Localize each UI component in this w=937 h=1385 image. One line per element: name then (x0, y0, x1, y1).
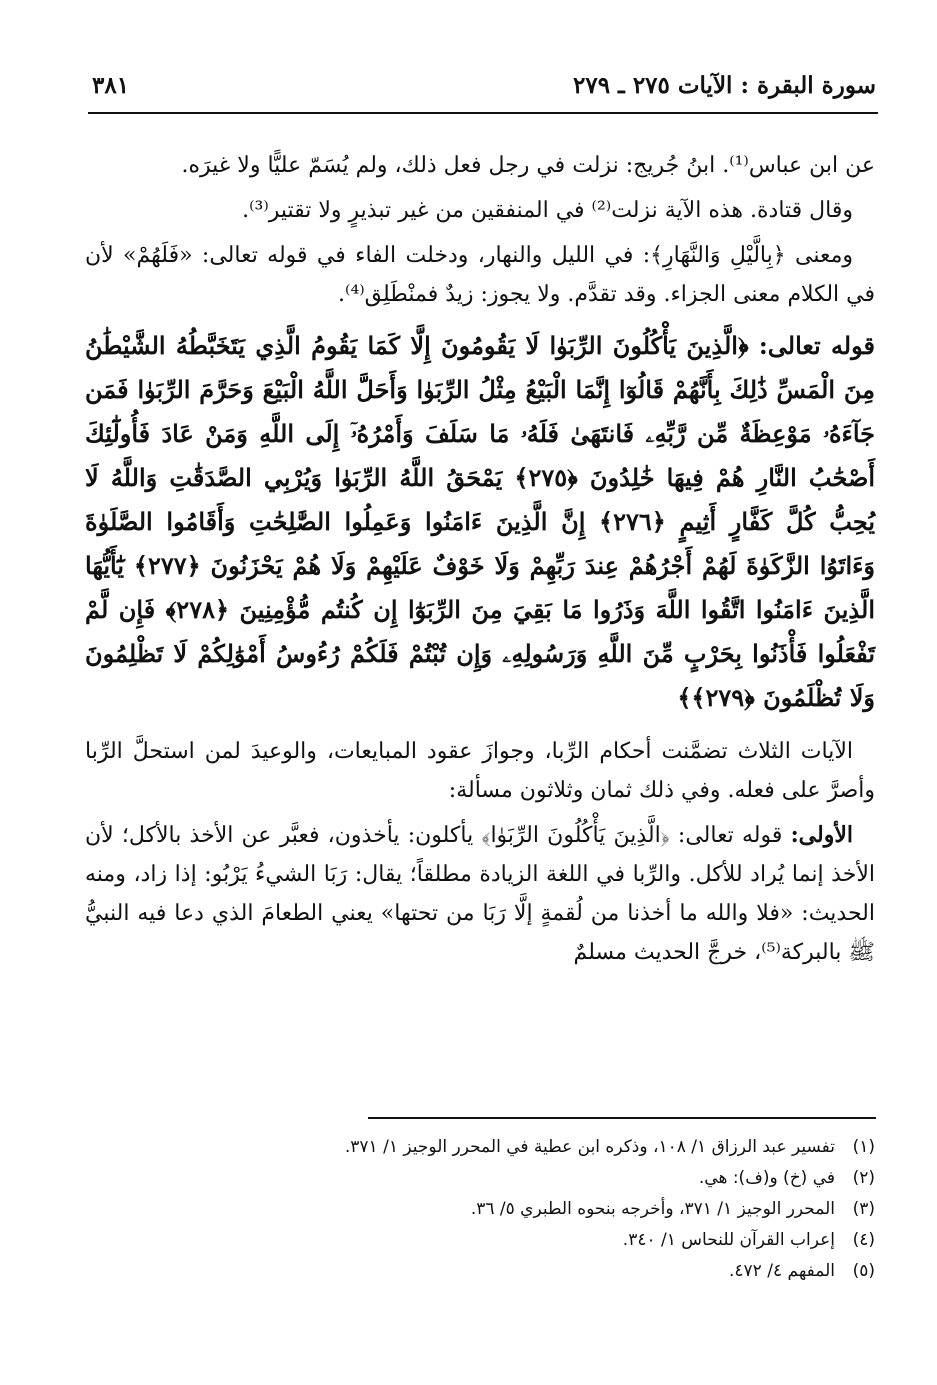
footnote (85, 1132, 875, 1163)
header-divider (88, 112, 878, 114)
paragraph-4: الآيات الثلاث تضمَّنت أحكام الرِّبا، وجوازَ عقود المبايعات، والوعيدَ لمن استحلَّ الرِّبا وأصرَّ على فعله. وفي ذلك ثمان وثلاثون مسألة: (85, 739, 875, 803)
footnote (85, 1194, 875, 1225)
verse-text: ﴿الَّذِينَ يَأْكُلُونَ الرِّبَوٰا لَا يَقُومُونَ إِلَّا كَمَا يَقُومُ الَّذِي يَتَخَبَّطُهُ الشَّيْطَٰنُ مِنَ الْمَسِّ ذَٰلِكَ بِأَنَّهُمْ قَالُوٓا إِنَّمَا الْبَيْعُ مِثْلُ الرِّبَوٰا وَأَحَلَّ اللَّهُ الْبَيْعَ وَحَرَّمَ الرِّبَوٰا فَمَن جَآءَهُۥ مَوْعِظَةٌ مِّن رَّبِّهِۦ فَانتَهَىٰ فَلَهُۥ مَا سَلَفَ وَأَمْرُهُۥٓ إِلَى اللَّهِ وَمَنْ عَادَ فَأُولَٰٓئِكَ أَصْحَٰبُ النَّارِ هُمْ فِيهَا خَٰلِدُونَ ﴿٢٧٥﴾ يَمْحَقُ اللَّهُ الرِّبَوٰا وَيُرْبِي الصَّدَقَٰتِ وَاللَّهُ لَا يُحِبُّ كُلَّ كَفَّارٍ أَثِيمٍ ﴿٢٧٦﴾ إِنَّ الَّذِينَ ءَامَنُوا وَعَمِلُوا الصَّٰلِحَٰتِ وَأَقَامُوا الصَّلَوٰةَ وَءَاتَوُا الزَّكَوٰةَ لَهُمْ أَجْرُهُمْ عِندَ رَبِّهِمْ وَلَا خَوْفٌ عَلَيْهِمْ وَلَا هُمْ يَحْزَنُونَ ﴿٢٧٧﴾ يَٰٓأَيُّهَا الَّذِينَ ءَامَنُوا اتَّقُوا اللَّهَ وَذَرُوا مَا بَقِيَ مِنَ الرِّبَوٰٓا إِن كُنتُم مُّؤْمِنِينَ ﴿٢٧٨﴾ فَإِن لَّمْ تَفْعَلُوا فَأْذَنُوا بِحَرْبٍ مِّنَ اللَّهِ وَرَسُولِهِۦ وَإِن تُبْتُمْ فَلَكُمْ رُءُوسُ أَمْوَٰلِكُمْ لَا تَظْلِمُونَ وَلَا تُظْلَمُونَ ﴿٢٧٩﴾﴾ (85, 331, 875, 712)
footnotes (85, 1132, 875, 1287)
issue-lead: الأولى: (790, 822, 854, 848)
footnote (85, 1225, 875, 1256)
footnote-number: (٢) (852, 1168, 875, 1188)
verse-lead: قوله تعالى: (758, 331, 875, 360)
footnote-number: (٣) (852, 1199, 875, 1219)
footnote-number: (٤) (852, 1230, 875, 1250)
paragraph-2: وقال قتادة. هذه الآية نزلت⁽²⁾ في المنفقين من غير تبذيرٍ ولا تقتير⁽³⁾. (242, 198, 853, 223)
page-number: ٣٨١ (92, 72, 130, 99)
footnote-text: المحرر الوجيز ١/ ٣٧١، وأخرجه بنحوه الطبري ٥/ ٣٦. (470, 1199, 835, 1219)
footnote-text: إعراب القرآن للنحاس ١/ ٣٤٠. (622, 1230, 835, 1250)
footnote-number: (٥) (852, 1261, 875, 1281)
running-title: سورة البقرة : الآيات ٢٧٥ ـ ٢٧٩ (572, 72, 876, 99)
page-header (92, 66, 876, 106)
footnote (85, 1163, 875, 1194)
quran-verse-block (85, 324, 875, 720)
issue-text: قوله تعالى: ﴿الَّذِينَ يَأْكُلُونَ الرِّبَوٰا﴾ يأكلون: يأخذون، فعبَّر عن الأخذ بالأكل؛ لأن الأخذ إنما يُراد للأكل. والرِّبا في اللغة الزيادة مطلقاً؛ يقال: رَبَا الشيءُ يَرْبُو: إذا زاد، ومنه الحديث: «فلا والله ما أخذنا من لُقمةٍ إلَّا رَبَا من تحتها» يعني الطعامَ الذي دعا فيه النبيُّ ﷺ بالبركة⁽⁵⁾، خرجَّ الحديث مسلمٌ (85, 823, 875, 965)
paragraph-1: عن ابن عباس⁽¹⁾. ابنُ جُريج: نزلت في رجل فعل ذلك، ولم يُسَمّ عليًّا ولا غيرَه. (181, 153, 875, 178)
footnote-text: تفسير عبد الرزاق ١/ ١٠٨، وذكره ابن عطية في المحرر الوجيز ١/ ٣٧١. (344, 1137, 835, 1157)
footnote-text: المفهم ٤/ ٤٧٢. (729, 1261, 835, 1281)
footnote-number: (١) (852, 1137, 875, 1157)
footnote-text: في (خ) و(ف): هي. (698, 1168, 835, 1188)
paragraph-3: ومعنى ﴿بِالَّيْلِ وَالنَّهَارِ﴾: في الليل والنهار، ودخلت الفاء في قوله تعالى: «فَلَهُمْ» لأن في الكلام معنى الجزاء. وقد تقدَّم. ولا يجوز: زيدٌ فمنْطَلِق⁽⁴⁾. (85, 243, 875, 307)
page-body (85, 146, 875, 978)
footnote (85, 1256, 875, 1287)
paragraph-5 (85, 816, 875, 972)
footnote-divider (368, 1117, 876, 1119)
